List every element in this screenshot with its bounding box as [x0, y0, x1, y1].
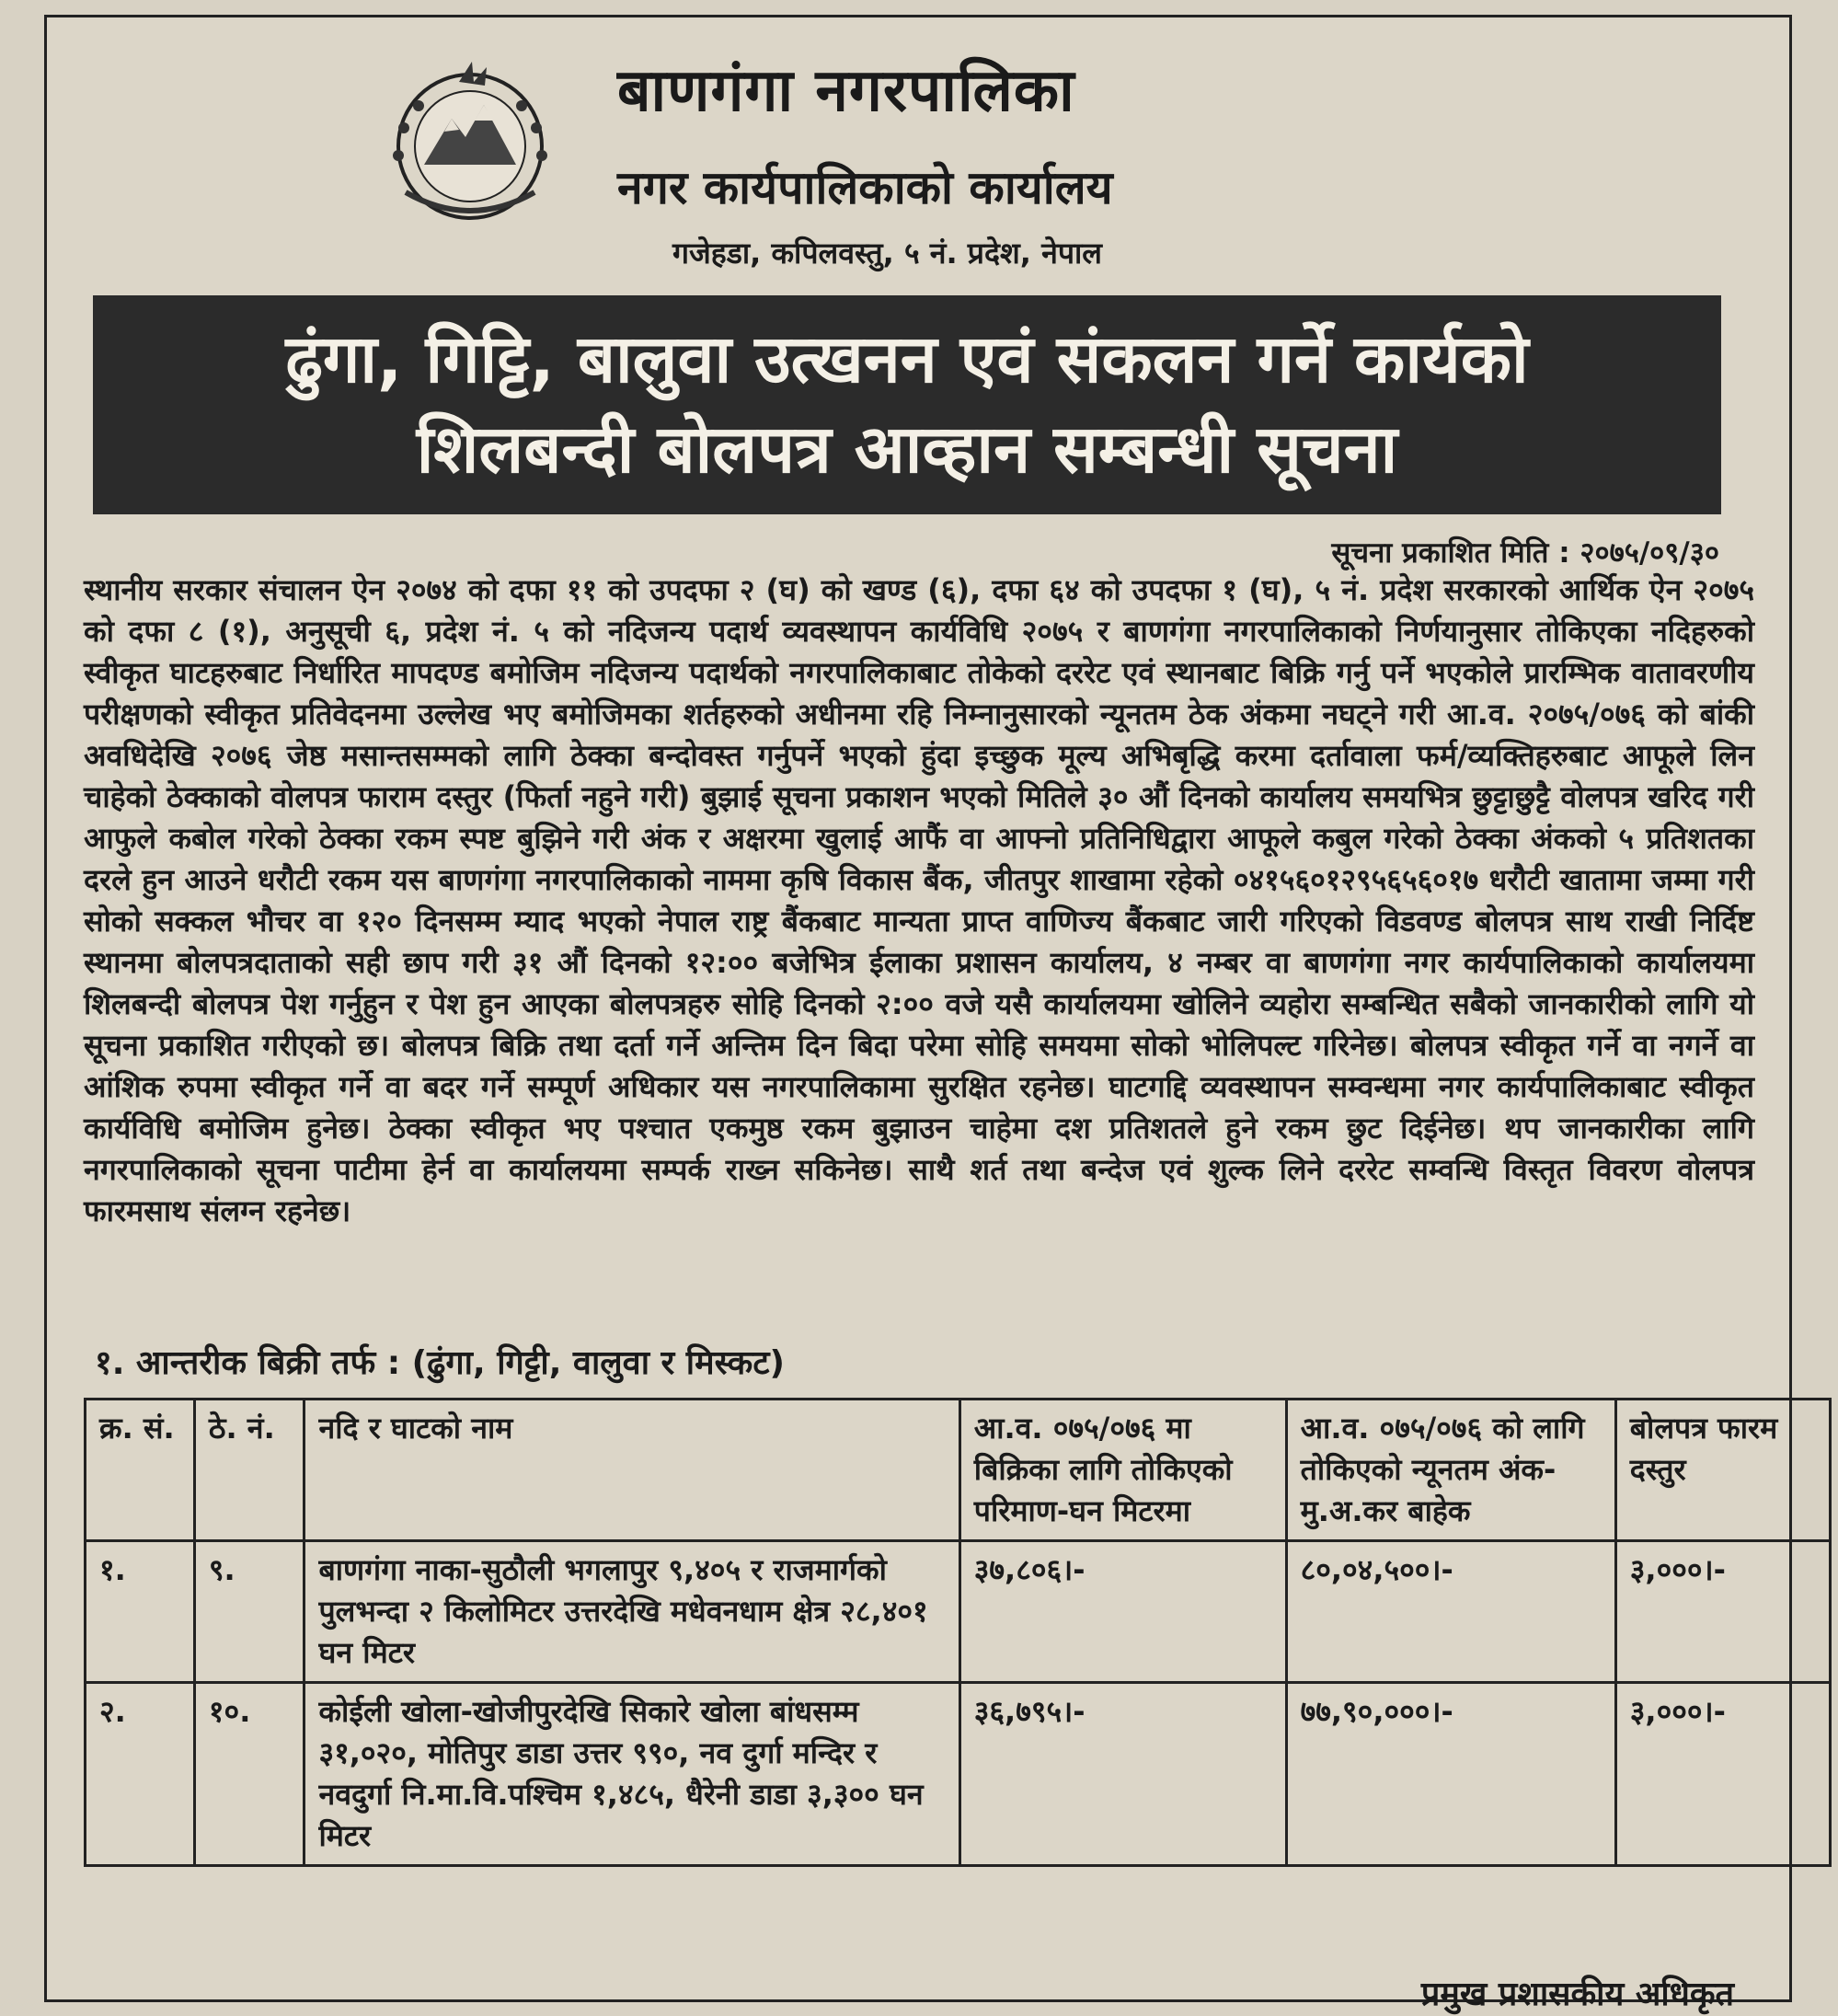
cell-contract-no: १०. — [194, 1683, 304, 1866]
header-sn: क्र. सं. — [86, 1400, 195, 1541]
cell-min-amount: ८०,०४,५००।- — [1286, 1541, 1615, 1683]
header-river-ghat: नदि र घाटको नाम — [304, 1400, 959, 1541]
notice-frame — [44, 15, 1792, 2013]
table-header-row — [86, 1400, 1831, 1541]
publication-date: सूचना प्रकाशित मिति : २०७५/०९/३० — [1331, 536, 1719, 570]
office-name: नगर कार्यपालिकाको कार्यालय — [617, 161, 1113, 214]
title-line-1: ढुंगा, गिट्टि, बालुवा उत्खनन एवं संकलन गर्ने कार्यको — [285, 320, 1529, 397]
office-address: गजेहडा, कपिलवस्तु, ५ नं. प्रदेश, नेपाल — [672, 236, 1102, 271]
cell-sn: १. — [86, 1541, 195, 1683]
org-name: बाणगंगा नगरपालिका — [617, 57, 1075, 125]
header-form-fee: बोलपत्र फारम दस्तुर — [1615, 1400, 1830, 1541]
cell-contract-no: ९. — [194, 1541, 304, 1683]
section-title: १. आन्तरीक बिक्री तर्फ : (ढुंगा, गिट्टी, वालुवा र मिस्कट) — [95, 1344, 785, 1382]
notice-body: स्थानीय सरकार संचालन ऐन २०७४ को दफा ११ को उपदफा २ (घ) को खण्ड (६), दफा ६४ को उपदफा १ (घ), ५ नं. प्रदेश सरकारको आर्थिक ऐन २०७५ को दफा ८ (१), अनुसूची ६, प्रदेश नं. ५ को नदिजन्य पदार्थ व्यवस्थापन कार्यविधि २०७५ र बाणगंगा नगरपालिकाको निर्णयानुसार तोकिएका नदिहरुको स्वीकृत घाटहरुबाट निर्धारित मापदण्ड बमोजिम नदिजन्य पदार्थको नगरपालिकाबाट तोकेको दररेट एवं स्थानबाट बिक्रि गर्नु पर्ने भएकोले प्रारम्भिक वातावरणीय परीक्षणको स्वीकृत प्रतिवेदनमा उल्लेख भए बमोजिमका शर्तहरुको अधीनमा रहि निम्नानुसारको न्यूनतम ठेक अंकमा नघट्ने गरी आ.व. २०७५/०७६ को बांकी अवधिदेखि २०७६ जेष्ठ मसान्तसम्मको लागि ठेक्का बन्दोवस्त गर्नुपर्ने भएको हुंदा इच्छुक मूल्य अभिबृद्धि करमा दर्तावाला फर्म/व्यक्तिहरुबाट आफूले लिन चाहेको ठेक्काको वोलपत्र फाराम दस्तुर (फिर्ता नहुने गरी) बुझाई सूचना प्रकाशन भएको मितिले ३० औं दिनको कार्यालय समयभित्र छुट्टाछुट्टै वोलपत्र खरिद गरी आफुले कबोल गरेको ठेक्का रकम स्पष्ट बुझिने गरी अंक र अक्षरमा खुलाई आफैं वा आफ्नो प्रतिनिधिद्वारा आफूले कबुल गरेको ठेक्का अंकको ५ प्रतिशतका दरले हुन आउने धरौटी रकम यस बाणगंगा नगरपालिकाको नाममा कृषि विकास बैंक, जीतपुर शाखामा रहेको ०४१५६०१२९५६५६०१७ धरौटी खातामा जम्मा गरी सोको सक्कल भौचर वा १२० दिनसम्म म्याद भएको नेपाल राष्ट्र बैंकबाट मान्यता प्राप्त वाणिज्य बैंकबाट जारी गरिएको विडवण्ड बोलपत्र साथ राखी निर्दिष्ट स्थानमा बोलपत्रदाताको सही छाप गरी ३१ औं दिनको १२:०० बजेभित्र ईलाका प्रशासन कार्यालय, ४ नम्बर वा बाणगंगा नगर कार्यपालिकाको कार्यालयमा शिलबन्दी बोलपत्र पेश गर्नुहुन र पेश हुन आएका बोलपत्रहरु सोहि दिनको २:०० वजे यसै कार्यालयमा खोलिने व्यहोरा सम्बन्धित सबैको जानकारीको लागि यो सूचना प्रकाशित गरीएको छ। बोलपत्र बिक्रि तथा दर्ता गर्ने अन्तिम दिन बिदा परेमा सोहि समयमा सोको भोलिपल्ट गरिनेछ। बोलपत्र स्वीकृत गर्ने वा नगर्ने वा आंशिक रुपमा स्वीकृत गर्ने वा बदर गर्ने सम्पूर्ण अधिकार यस नगरपालिकामा सुरक्षित रहनेछ। घाटगद्दि व्यवस्थापन सम्वन्धमा नगर कार्यपालिकाबाट स्वीकृत कार्यविधि बमोजिम हुनेछ। ठेक्का स्वीकृत भए पश्चात एकमुष्ठ रकम बुझाउन चाहेमा दश प्रतिशतले हुने रकम छुट दिईनेछ। थप जानकारीका लागि नगरपालिकाको सूचना पाटीमा हेर्न वा कार्यालयमा सम्पर्क राख्न सकिनेछ। साथै शर्त तथा बन्देज एवं शुल्क लिने दररेट सम्वन्धि विस्तृत विवरण वोलपत्र फारमसाथ संलग्न रहनेछ। — [84, 572, 1754, 1228]
cell-form-fee: ३,०००।- — [1615, 1683, 1830, 1866]
table-row — [86, 1541, 1831, 1683]
title-line-2: शिलबन्दी बोलपत्र आव्हान सम्बन्धी सूचना — [416, 410, 1398, 488]
cell-river-ghat: कोईली खोला-खोजीपुरदेखि सिकारे खोला बांधसम्म ३१,०२०, मोतिपुर डाडा उत्तर ९९०, नव दुर्गा मन्दिर र नवदुर्गा नि.मा.वि.पश्चिम १,४८५, धैरेनी डाडा ३,३०० घन मिटर — [304, 1683, 959, 1866]
cell-quantity: ३७,८०६।- — [959, 1541, 1286, 1683]
cell-min-amount: ७७,९०,०००।- — [1286, 1683, 1615, 1866]
notice-title-banner — [93, 295, 1721, 514]
header-contract-no: ठे. नं. — [194, 1400, 304, 1541]
cell-quantity: ३६,७९५।- — [959, 1683, 1286, 1866]
cell-form-fee: ३,०००।- — [1615, 1541, 1830, 1683]
contracts-table — [84, 1398, 1832, 1867]
signature-title: प्रमुख प्रशासकीय अधिकृत — [1420, 1976, 1734, 2013]
cell-river-ghat: बाणगंगा नाका-सुठौली भगलापुर ९,४०५ र राजमार्गको पुलभन्दा २ किलोमिटर उत्तरदेखि मधेवनधाम क्षेत्र २८,४०१ घन मिटर — [304, 1541, 959, 1683]
nepal-emblem-icon — [360, 54, 580, 238]
cell-sn: २. — [86, 1683, 195, 1866]
header-quantity: आ.व. ०७५/०७६ मा बिक्रिका लागि तोकिएको परिमाण-घन मिटरमा — [959, 1400, 1286, 1541]
table-row — [86, 1683, 1831, 1866]
header-min-amount: आ.व. ०७५/०७६ को लागि तोकिएको न्यूनतम अंक-मु.अ.कर बाहेक — [1286, 1400, 1615, 1541]
